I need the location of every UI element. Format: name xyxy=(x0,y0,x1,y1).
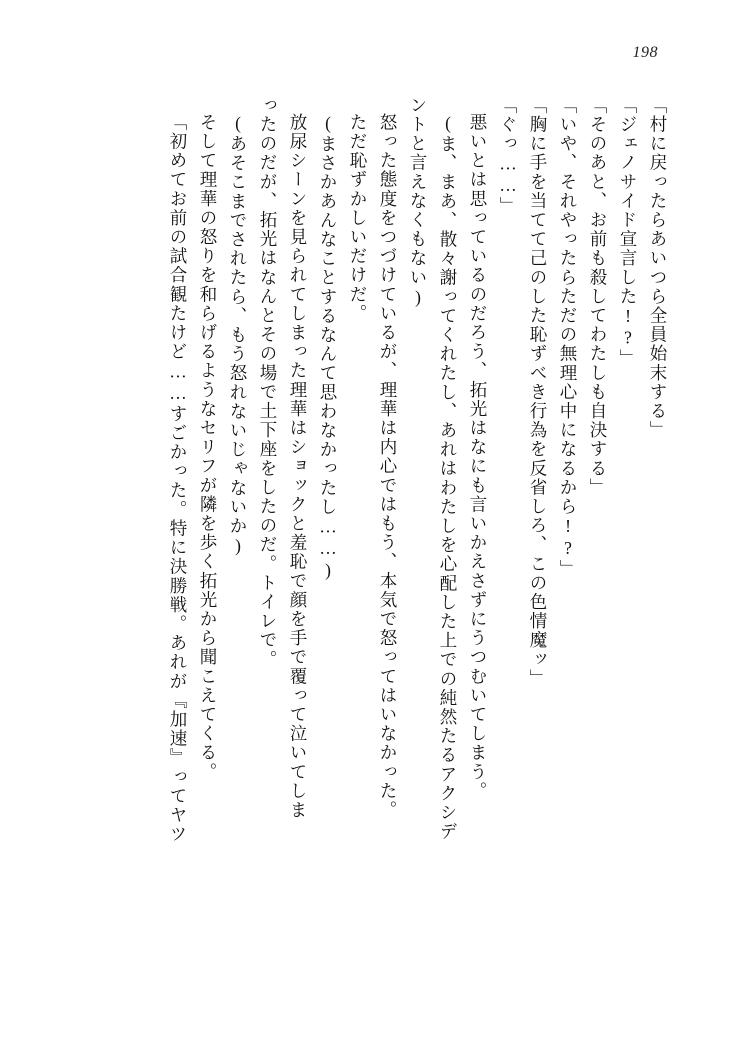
text-line: ったのだが、拓光はなんとその場で土下座をしたのだ。トイレで。 xyxy=(258,96,278,669)
page-text-body xyxy=(70,96,666,976)
text-line: (ま、まあ、散々謝ってくれたし、あれはわたしを心配した上での純然たるアクシデ xyxy=(438,113,458,842)
text-line: ントと言えなくもない) xyxy=(408,96,428,309)
text-line: 「村に戻ったらあいつら全員始末する」 xyxy=(648,96,668,440)
text-line: 放尿シーンを見られてしまった理華はショックと羞恥で顔を手で覆って泣いてしま xyxy=(288,113,308,820)
text-line: そして理華の怒りを和らげるようなセリフが隣を歩く拓光から聞こえてくる。 xyxy=(198,113,218,782)
text-line: 「ジェノサイド宣言した!?」 xyxy=(618,96,638,369)
text-line: 「胸に手を当てて己のした恥ずべき行為を反省しろ、この色情魔ッ」 xyxy=(528,96,548,689)
text-line: (まさかあんなことするなんて思わなかったし……) xyxy=(318,113,338,582)
text-line: 「そのあと、お前も殺してわたしも自決する」 xyxy=(588,96,608,498)
text-line: ただ恥ずかしいだけだ。 xyxy=(348,113,368,324)
page-number: 198 xyxy=(632,44,658,61)
text-line: 悪いとは思っているのだろう、拓光はなにも言いかえさずにうつむいてしまう。 xyxy=(468,113,488,801)
text-line: 「初めてお前の試合観たけど……すごかった。特に決勝戦。あれが『加速』ってヤツ xyxy=(168,113,188,844)
text-line: (あそこまでされたら、もう怒れないじゃないか) xyxy=(228,113,248,558)
text-line: 「ぐっ……」 xyxy=(498,96,518,216)
text-line: 怒った態度をつづけているが、理華は内心ではもう、本気で怒ってはいなかった。 xyxy=(378,113,398,820)
text-line: 「いや、それやったらただの無理心中になるから!?」 xyxy=(558,96,578,579)
